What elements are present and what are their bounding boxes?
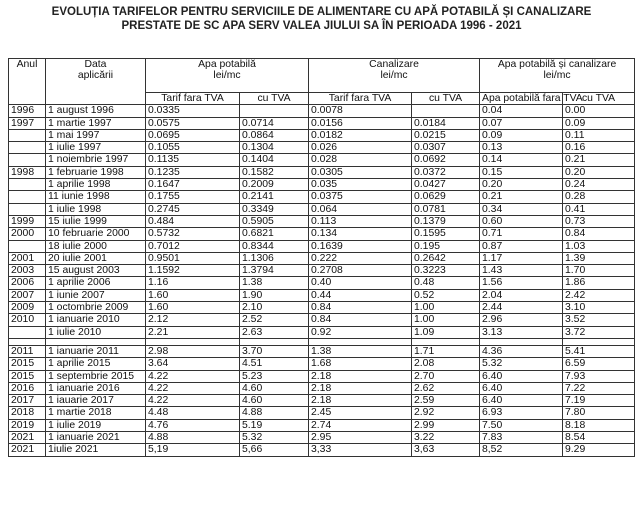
gap-cell [240,338,309,345]
cell-can-fara-tva: 0.84 [309,314,412,326]
cell-tot-cu-tva: 0.73 [563,215,635,227]
table-row [9,265,635,277]
table-row [9,314,635,326]
cell-tot-cu-tva: 0.00 [563,105,635,117]
cell-can-fara-tva: 0.84 [309,302,412,314]
cell-can-fara-tva: 0.113 [309,215,412,227]
cell-can-fara-tva: 0.0182 [309,129,412,141]
cell-apa-cu-tva: 1.3794 [240,265,309,277]
cell-data: 1 ianuarie 2011 [46,345,146,357]
cell-can-cu-tva: 2.99 [412,419,480,431]
cell-can-fara-tva: 0.92 [309,326,412,338]
cell-anul [9,326,46,338]
cell-tot-fara-tva: 1.43 [480,265,563,277]
cell-can-fara-tva: 0.44 [309,289,412,301]
table-row [9,129,635,141]
cell-tot-fara-tva: 5.32 [480,358,563,370]
cell-anul: 1998 [9,166,46,178]
cell-can-fara-tva: 1.38 [309,345,412,357]
cell-apa-cu-tva: 0.8344 [240,240,309,252]
table-row [9,419,635,431]
cell-tot-fara-tva: 0.04 [480,105,563,117]
subheader-apa-cu-tva: cu TVA [240,93,309,105]
cell-apa-cu-tva: 0.3349 [240,203,309,215]
cell-can-cu-tva: 0.52 [412,289,480,301]
cell-tot-cu-tva: 0.11 [563,129,635,141]
cell-tot-cu-tva: 7.22 [563,382,635,394]
cell-anul: 2017 [9,395,46,407]
cell-anul [9,191,46,203]
cell-can-fara-tva: 2.18 [309,395,412,407]
header-apa-potabila: Apa potabilă lei/mc [146,59,309,93]
cell-data: 1 ianuarie 2010 [46,314,146,326]
cell-tot-cu-tva: 1.70 [563,265,635,277]
cell-apa-cu-tva [240,105,309,117]
cell-can-cu-tva: 2.92 [412,407,480,419]
tariff-table [8,58,635,457]
cell-apa-fara-tva: 0.1055 [146,142,240,154]
cell-tot-fara-tva: 0.07 [480,117,563,129]
cell-can-fara-tva: 0.0305 [309,166,412,178]
cell-can-cu-tva [412,105,480,117]
cell-tot-cu-tva: 6.59 [563,358,635,370]
cell-tot-fara-tva: 0.09 [480,129,563,141]
cell-apa-fara-tva: 4.88 [146,432,240,444]
cell-tot-cu-tva: 3.72 [563,326,635,338]
cell-anul [9,129,46,141]
cell-can-cu-tva: 1.71 [412,345,480,357]
table-row [9,444,635,456]
gap-cell [146,338,240,345]
table-row [9,358,635,370]
cell-can-fara-tva: 0.064 [309,203,412,215]
cell-anul [9,240,46,252]
table-row [9,345,635,357]
gap-cell [563,338,635,345]
cell-tot-fara-tva: 0.14 [480,154,563,166]
cell-apa-fara-tva: 2.21 [146,326,240,338]
cell-tot-fara-tva: 0.15 [480,166,563,178]
cell-apa-fara-tva: 1.60 [146,302,240,314]
cell-tot-cu-tva: 2.42 [563,289,635,301]
table-row [9,370,635,382]
cell-tot-cu-tva: 1.86 [563,277,635,289]
cell-can-cu-tva: 0.0781 [412,203,480,215]
table-row [9,338,635,345]
cell-data: 1 octombrie 2009 [46,302,146,314]
table-body [9,105,635,456]
cell-data: 1 martie 2018 [46,407,146,419]
cell-can-cu-tva: 0.0215 [412,129,480,141]
cell-tot-cu-tva: 0.20 [563,166,635,178]
cell-tot-fara-tva: 7.50 [480,419,563,431]
cell-tot-cu-tva: 7.93 [563,370,635,382]
table-row [9,203,635,215]
cell-tot-fara-tva: 0.21 [480,191,563,203]
cell-anul: 2003 [9,265,46,277]
cell-anul: 2010 [9,314,46,326]
cell-data: 1 aprilie 2006 [46,277,146,289]
cell-tot-fara-tva: 1.56 [480,277,563,289]
cell-can-fara-tva: 2.95 [309,432,412,444]
cell-apa-cu-tva: 1.38 [240,277,309,289]
cell-can-cu-tva: 0.3223 [412,265,480,277]
header-data-aplicarii: Data aplicării [46,59,146,105]
table-row [9,407,635,419]
cell-can-fara-tva: 0.028 [309,154,412,166]
cell-apa-fara-tva: 5,19 [146,444,240,456]
cell-can-cu-tva: 0.1595 [412,228,480,240]
cell-apa-fara-tva: 2.12 [146,314,240,326]
cell-tot-cu-tva: 3.10 [563,302,635,314]
cell-apa-cu-tva: 1.90 [240,289,309,301]
cell-anul: 2009 [9,302,46,314]
cell-apa-cu-tva: 2.10 [240,302,309,314]
cell-tot-cu-tva: 8.54 [563,432,635,444]
cell-can-cu-tva: 0.0307 [412,142,480,154]
cell-anul: 2011 [9,345,46,357]
table-row [9,117,635,129]
table-row [9,382,635,394]
cell-data: 1 februarie 1998 [46,166,146,178]
cell-apa-fara-tva: 2.98 [146,345,240,357]
cell-can-cu-tva: 0.195 [412,240,480,252]
cell-anul: 2015 [9,358,46,370]
cell-tot-cu-tva: 0.84 [563,228,635,240]
cell-apa-cu-tva: 0.2141 [240,191,309,203]
cell-tot-fara-tva: 6.40 [480,370,563,382]
cell-can-cu-tva: 0.0372 [412,166,480,178]
cell-can-cu-tva: 1.00 [412,302,480,314]
gap-cell [9,338,46,345]
cell-tot-fara-tva: 0.71 [480,228,563,240]
cell-tot-cu-tva: 1.39 [563,252,635,264]
cell-tot-fara-tva: 6.40 [480,382,563,394]
cell-can-fara-tva: 0.035 [309,179,412,191]
cell-apa-cu-tva: 5.23 [240,370,309,382]
cell-tot-cu-tva: 0.28 [563,191,635,203]
cell-apa-cu-tva: 4.60 [240,395,309,407]
cell-tot-cu-tva: 7.19 [563,395,635,407]
cell-tot-cu-tva: 1.03 [563,240,635,252]
cell-tot-fara-tva: 6.40 [480,395,563,407]
table-row [9,228,635,240]
cell-apa-cu-tva: 5.32 [240,432,309,444]
table-row [9,215,635,227]
table-row [9,302,635,314]
cell-apa-cu-tva: 5.19 [240,419,309,431]
cell-apa-cu-tva: 0.6821 [240,228,309,240]
cell-tot-fara-tva: 4.36 [480,345,563,357]
cell-data: 15 august 2003 [46,265,146,277]
gap-cell [480,338,563,345]
table-row [9,289,635,301]
cell-can-fara-tva: 0.026 [309,142,412,154]
cell-tot-fara-tva: 0.34 [480,203,563,215]
cell-apa-cu-tva: 1.1306 [240,252,309,264]
cell-data: 1 noiembrie 1997 [46,154,146,166]
cell-anul [9,142,46,154]
cell-data: 1 septembrie 2015 [46,370,146,382]
cell-tot-cu-tva: 0.21 [563,154,635,166]
cell-apa-fara-tva: 1.1592 [146,265,240,277]
cell-tot-fara-tva: 0.60 [480,215,563,227]
cell-apa-cu-tva: 0.1304 [240,142,309,154]
cell-can-cu-tva: 0.0184 [412,117,480,129]
cell-anul: 1996 [9,105,46,117]
cell-can-cu-tva: 3.22 [412,432,480,444]
cell-tot-fara-tva: 7.83 [480,432,563,444]
cell-can-cu-tva: 0.1379 [412,215,480,227]
title-line-2: PRESTATE DE SC APA SERV VALEA JIULUI SA ÎN PERIOADA 1996 - 2021 [121,20,522,32]
cell-can-fara-tva: 2.74 [309,419,412,431]
cell-tot-fara-tva: 0.20 [480,179,563,191]
gap-cell [46,338,146,345]
cell-tot-fara-tva: 2.04 [480,289,563,301]
table-row [9,326,635,338]
cell-can-fara-tva: 2.18 [309,382,412,394]
cell-data: 18 iulie 2000 [46,240,146,252]
cell-apa-cu-tva: 2.63 [240,326,309,338]
cell-data: 1 iulie 2019 [46,419,146,431]
cell-anul [9,179,46,191]
cell-apa-cu-tva: 0.0714 [240,117,309,129]
cell-can-fara-tva: 2.18 [309,370,412,382]
table-row [9,179,635,191]
subheader-apa-fara-tva: Tarif fara TVA [146,93,240,105]
cell-data: 1 iauarie 2017 [46,395,146,407]
cell-can-cu-tva: 0.2642 [412,252,480,264]
cell-can-fara-tva: 0.0375 [309,191,412,203]
cell-apa-fara-tva: 4.22 [146,382,240,394]
cell-anul: 2007 [9,289,46,301]
cell-apa-fara-tva: 0.2745 [146,203,240,215]
cell-apa-fara-tva: 0.7012 [146,240,240,252]
table-row [9,240,635,252]
cell-can-fara-tva: 0.134 [309,228,412,240]
table-row [9,252,635,264]
cell-data: 1iulie 2021 [46,444,146,456]
cell-data: 11 iunie 1998 [46,191,146,203]
table-row [9,142,635,154]
cell-can-cu-tva: 0.0427 [412,179,480,191]
cell-apa-fara-tva: 0.484 [146,215,240,227]
table-row [9,154,635,166]
cell-can-fara-tva: 0.222 [309,252,412,264]
gap-cell [412,338,480,345]
table-row [9,432,635,444]
gap-cell [309,338,412,345]
cell-apa-fara-tva: 0.1135 [146,154,240,166]
cell-apa-cu-tva: 0.1404 [240,154,309,166]
cell-tot-cu-tva: 9.29 [563,444,635,456]
cell-can-fara-tva: 1.68 [309,358,412,370]
table-row [9,166,635,178]
cell-data: 1 august 1996 [46,105,146,117]
cell-anul: 2000 [9,228,46,240]
cell-tot-cu-tva: 0.16 [563,142,635,154]
cell-can-fara-tva: 3,33 [309,444,412,456]
cell-can-cu-tva: 1.09 [412,326,480,338]
subheader-can-fara-tva: Tarif fara TVA [309,93,412,105]
cell-tot-cu-tva: 7.80 [563,407,635,419]
header-anul: Anul [9,59,46,105]
cell-apa-cu-tva: 0.0864 [240,129,309,141]
cell-can-cu-tva: 0.0629 [412,191,480,203]
cell-apa-fara-tva: 0.1647 [146,179,240,191]
cell-can-fara-tva: 0.40 [309,277,412,289]
cell-anul: 2001 [9,252,46,264]
cell-apa-fara-tva: 0.0695 [146,129,240,141]
subheader-can-cu-tva: cu TVA [412,93,480,105]
cell-apa-cu-tva: 4.88 [240,407,309,419]
cell-can-cu-tva: 0.48 [412,277,480,289]
cell-data: 1 aprilie 1998 [46,179,146,191]
cell-apa-fara-tva: 1.16 [146,277,240,289]
cell-anul: 2019 [9,419,46,431]
cell-data: 1 ianuarie 2016 [46,382,146,394]
cell-can-cu-tva: 2.70 [412,370,480,382]
cell-anul [9,154,46,166]
cell-can-fara-tva: 0.0078 [309,105,412,117]
cell-tot-fara-tva: 2.96 [480,314,563,326]
cell-apa-cu-tva: 4.51 [240,358,309,370]
cell-tot-fara-tva: 0.13 [480,142,563,154]
cell-apa-cu-tva: 4.60 [240,382,309,394]
cell-apa-cu-tva: 5,66 [240,444,309,456]
cell-anul: 2006 [9,277,46,289]
subheader-tot-cu-tva: cu TVA [563,93,635,105]
cell-data: 20 iulie 2001 [46,252,146,264]
cell-data: 1 aprilie 2015 [46,358,146,370]
cell-apa-cu-tva: 3.70 [240,345,309,357]
cell-tot-fara-tva: 8,52 [480,444,563,456]
cell-tot-cu-tva: 8.18 [563,419,635,431]
cell-can-fara-tva: 2.45 [309,407,412,419]
cell-can-fara-tva: 0.1639 [309,240,412,252]
cell-apa-fara-tva: 4.48 [146,407,240,419]
cell-anul: 2018 [9,407,46,419]
cell-data: 1 iunie 2007 [46,289,146,301]
cell-apa-fara-tva: 4.76 [146,419,240,431]
cell-tot-cu-tva: 0.24 [563,179,635,191]
cell-tot-fara-tva: 3.13 [480,326,563,338]
title-line-1: EVOLUȚIA TARIFELOR PENTRU SERVICIILE DE ALIMENTARE CU APĂ POTABILĂ ȘI CANALIZARE [51,6,592,18]
cell-apa-fara-tva: 0.0575 [146,117,240,129]
cell-anul: 2016 [9,382,46,394]
cell-apa-fara-tva: 4.22 [146,370,240,382]
cell-apa-fara-tva: 0.1235 [146,166,240,178]
cell-data: 1 mai 1997 [46,129,146,141]
cell-data: 1 ianuarie 2021 [46,432,146,444]
cell-can-cu-tva: 2.08 [412,358,480,370]
cell-apa-cu-tva: 2.52 [240,314,309,326]
cell-data: 10 februarie 2000 [46,228,146,240]
cell-anul: 1997 [9,117,46,129]
table-row [9,277,635,289]
cell-can-cu-tva: 1.00 [412,314,480,326]
cell-anul: 2021 [9,444,46,456]
cell-apa-cu-tva: 0.1582 [240,166,309,178]
cell-anul: 1999 [9,215,46,227]
cell-apa-fara-tva: 0.1755 [146,191,240,203]
cell-apa-fara-tva: 0.5732 [146,228,240,240]
cell-can-cu-tva: 2.62 [412,382,480,394]
cell-tot-cu-tva: 0.09 [563,117,635,129]
cell-can-cu-tva: 0.0692 [412,154,480,166]
header-apa-si-canalizare: Apa potabilă și canalizare lei/mc [480,59,635,93]
cell-apa-fara-tva: 0.9501 [146,252,240,264]
cell-anul [9,203,46,215]
cell-can-cu-tva: 3,63 [412,444,480,456]
cell-data: 15 iulie 1999 [46,215,146,227]
subheader-tot-fara-tva: Apa potabilă fara TVA [480,93,563,105]
cell-data: 1 iulie 2010 [46,326,146,338]
cell-tot-cu-tva: 3.52 [563,314,635,326]
cell-can-cu-tva: 2.59 [412,395,480,407]
cell-tot-fara-tva: 0.87 [480,240,563,252]
cell-apa-fara-tva: 4.22 [146,395,240,407]
cell-tot-cu-tva: 5.41 [563,345,635,357]
cell-apa-cu-tva: 0.5905 [240,215,309,227]
cell-anul: 2015 [9,370,46,382]
cell-data: 1 iulie 1998 [46,203,146,215]
header-canalizare: Canalizare lei/mc [309,59,480,93]
cell-apa-fara-tva: 0.0335 [146,105,240,117]
cell-data: 1 iulie 1997 [46,142,146,154]
cell-apa-fara-tva: 3.64 [146,358,240,370]
table-row [9,395,635,407]
cell-data: 1 martie 1997 [46,117,146,129]
cell-tot-fara-tva: 2.44 [480,302,563,314]
table-row [9,105,635,117]
cell-tot-cu-tva: 0.41 [563,203,635,215]
cell-apa-cu-tva: 0.2009 [240,179,309,191]
cell-can-fara-tva: 0.0156 [309,117,412,129]
cell-can-fara-tva: 0.2708 [309,265,412,277]
table-row [9,191,635,203]
cell-anul: 2021 [9,432,46,444]
cell-tot-fara-tva: 6.93 [480,407,563,419]
cell-tot-fara-tva: 1.17 [480,252,563,264]
cell-apa-fara-tva: 1.60 [146,289,240,301]
